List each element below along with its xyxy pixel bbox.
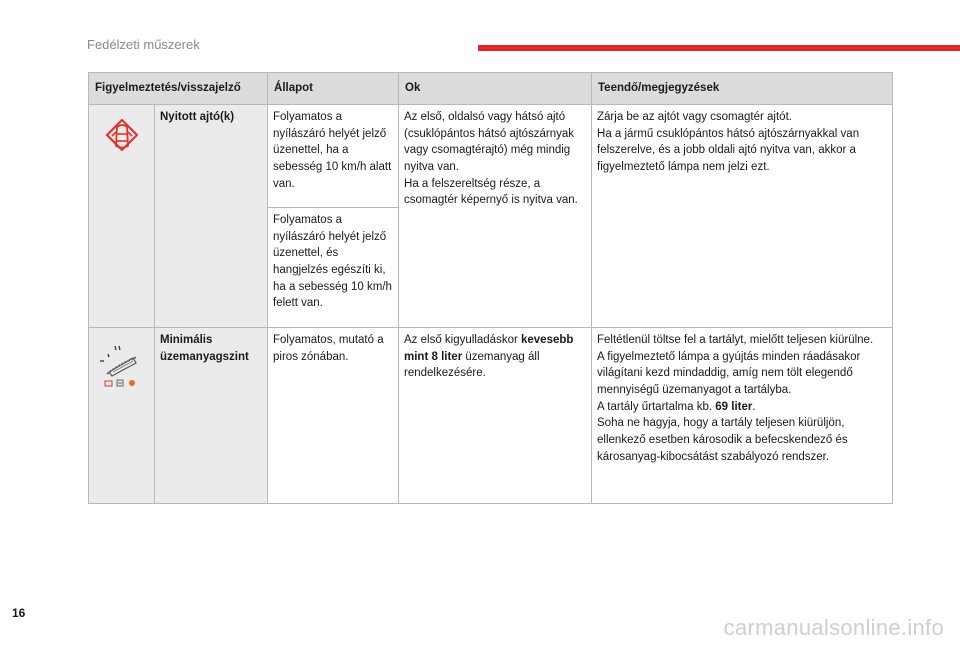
cause-suffix: üzemanyag áll rendelkezésére. <box>404 350 540 380</box>
table-header-row <box>89 73 893 105</box>
warning-name: Minimális üzemanyagszint <box>155 328 268 504</box>
cause-text <box>399 328 592 504</box>
section-title: Fedélzeti műszerek <box>87 37 200 52</box>
warning-name: Nyitott ajtó(k) <box>155 105 268 328</box>
column-header-action: Teendő/megjegyzések <box>592 73 893 105</box>
fuel-icon-cell <box>89 328 155 504</box>
state-text: Folyamatos a nyílászáró helyét jelző üzenettel, és hangjelzés egészíti ki, ha a sebesség 10 km/h felett van. <box>268 208 399 328</box>
action-end: . Soha ne hagyja, hogy a tartály teljesen kiürüljön, ellenkező esetben károsodik a befecskendező és károsanyag-kibocsátást szabályozó rendszer. <box>597 400 848 463</box>
state-text: Folyamatos, mutató a piros zónában. <box>268 328 399 504</box>
action-text: Zárja be az ajtót vagy csomagtér ajtót. Ha a jármű csuklópántos hátsó ajtószárnyakkal van felszerelve, és a jobb oldali ajtó nyitva van, akkor a figyelmeztető lámpa nem jelzi ezt. <box>592 105 893 328</box>
cause-bold-value: kevesebb mint 8 liter <box>404 334 574 363</box>
header-accent-bar <box>478 45 960 51</box>
door-icon-cell <box>89 105 155 328</box>
open-door-warning-icon <box>94 109 149 163</box>
fuel-gauge-icon <box>94 332 149 394</box>
table-row <box>89 328 893 504</box>
column-header-warning: Figyelmeztetés/visszajelző <box>89 73 268 105</box>
column-header-state: Állapot <box>268 73 399 105</box>
action-main: Feltétlenül töltse fel a tartályt, mielőtt teljesen kiürülne. A figyelmeztető lámpa a gyújtás minden ráadásakor világítani kezd mindaddig, amíg nem tölt elegendő mennyiségű üzemanyagot a tartályba. A tartály űrtartalma kb. <box>597 334 874 413</box>
action-text <box>592 328 893 504</box>
page-number: 16 <box>12 606 26 620</box>
watermark: carmanualsonline.info <box>723 615 944 640</box>
warning-lights-table <box>88 72 893 504</box>
table-row <box>89 105 893 208</box>
state-text: Folyamatos a nyílászáró helyét jelző üzenettel, ha a sebesség 10 km/h alatt van. <box>268 105 399 208</box>
tank-capacity-value: 69 liter <box>715 400 753 413</box>
column-header-cause: Ok <box>399 73 592 105</box>
cause-text: Az első, oldalsó vagy hátsó ajtó (csuklópántos hátsó ajtószárnyak vagy csomagtérajtó) még mindig nyitva van. Ha a felszereltség része, a csomagtér képernyő is nyitva van. <box>399 105 592 328</box>
cause-prefix: Az első kigyulladáskor <box>404 334 521 346</box>
